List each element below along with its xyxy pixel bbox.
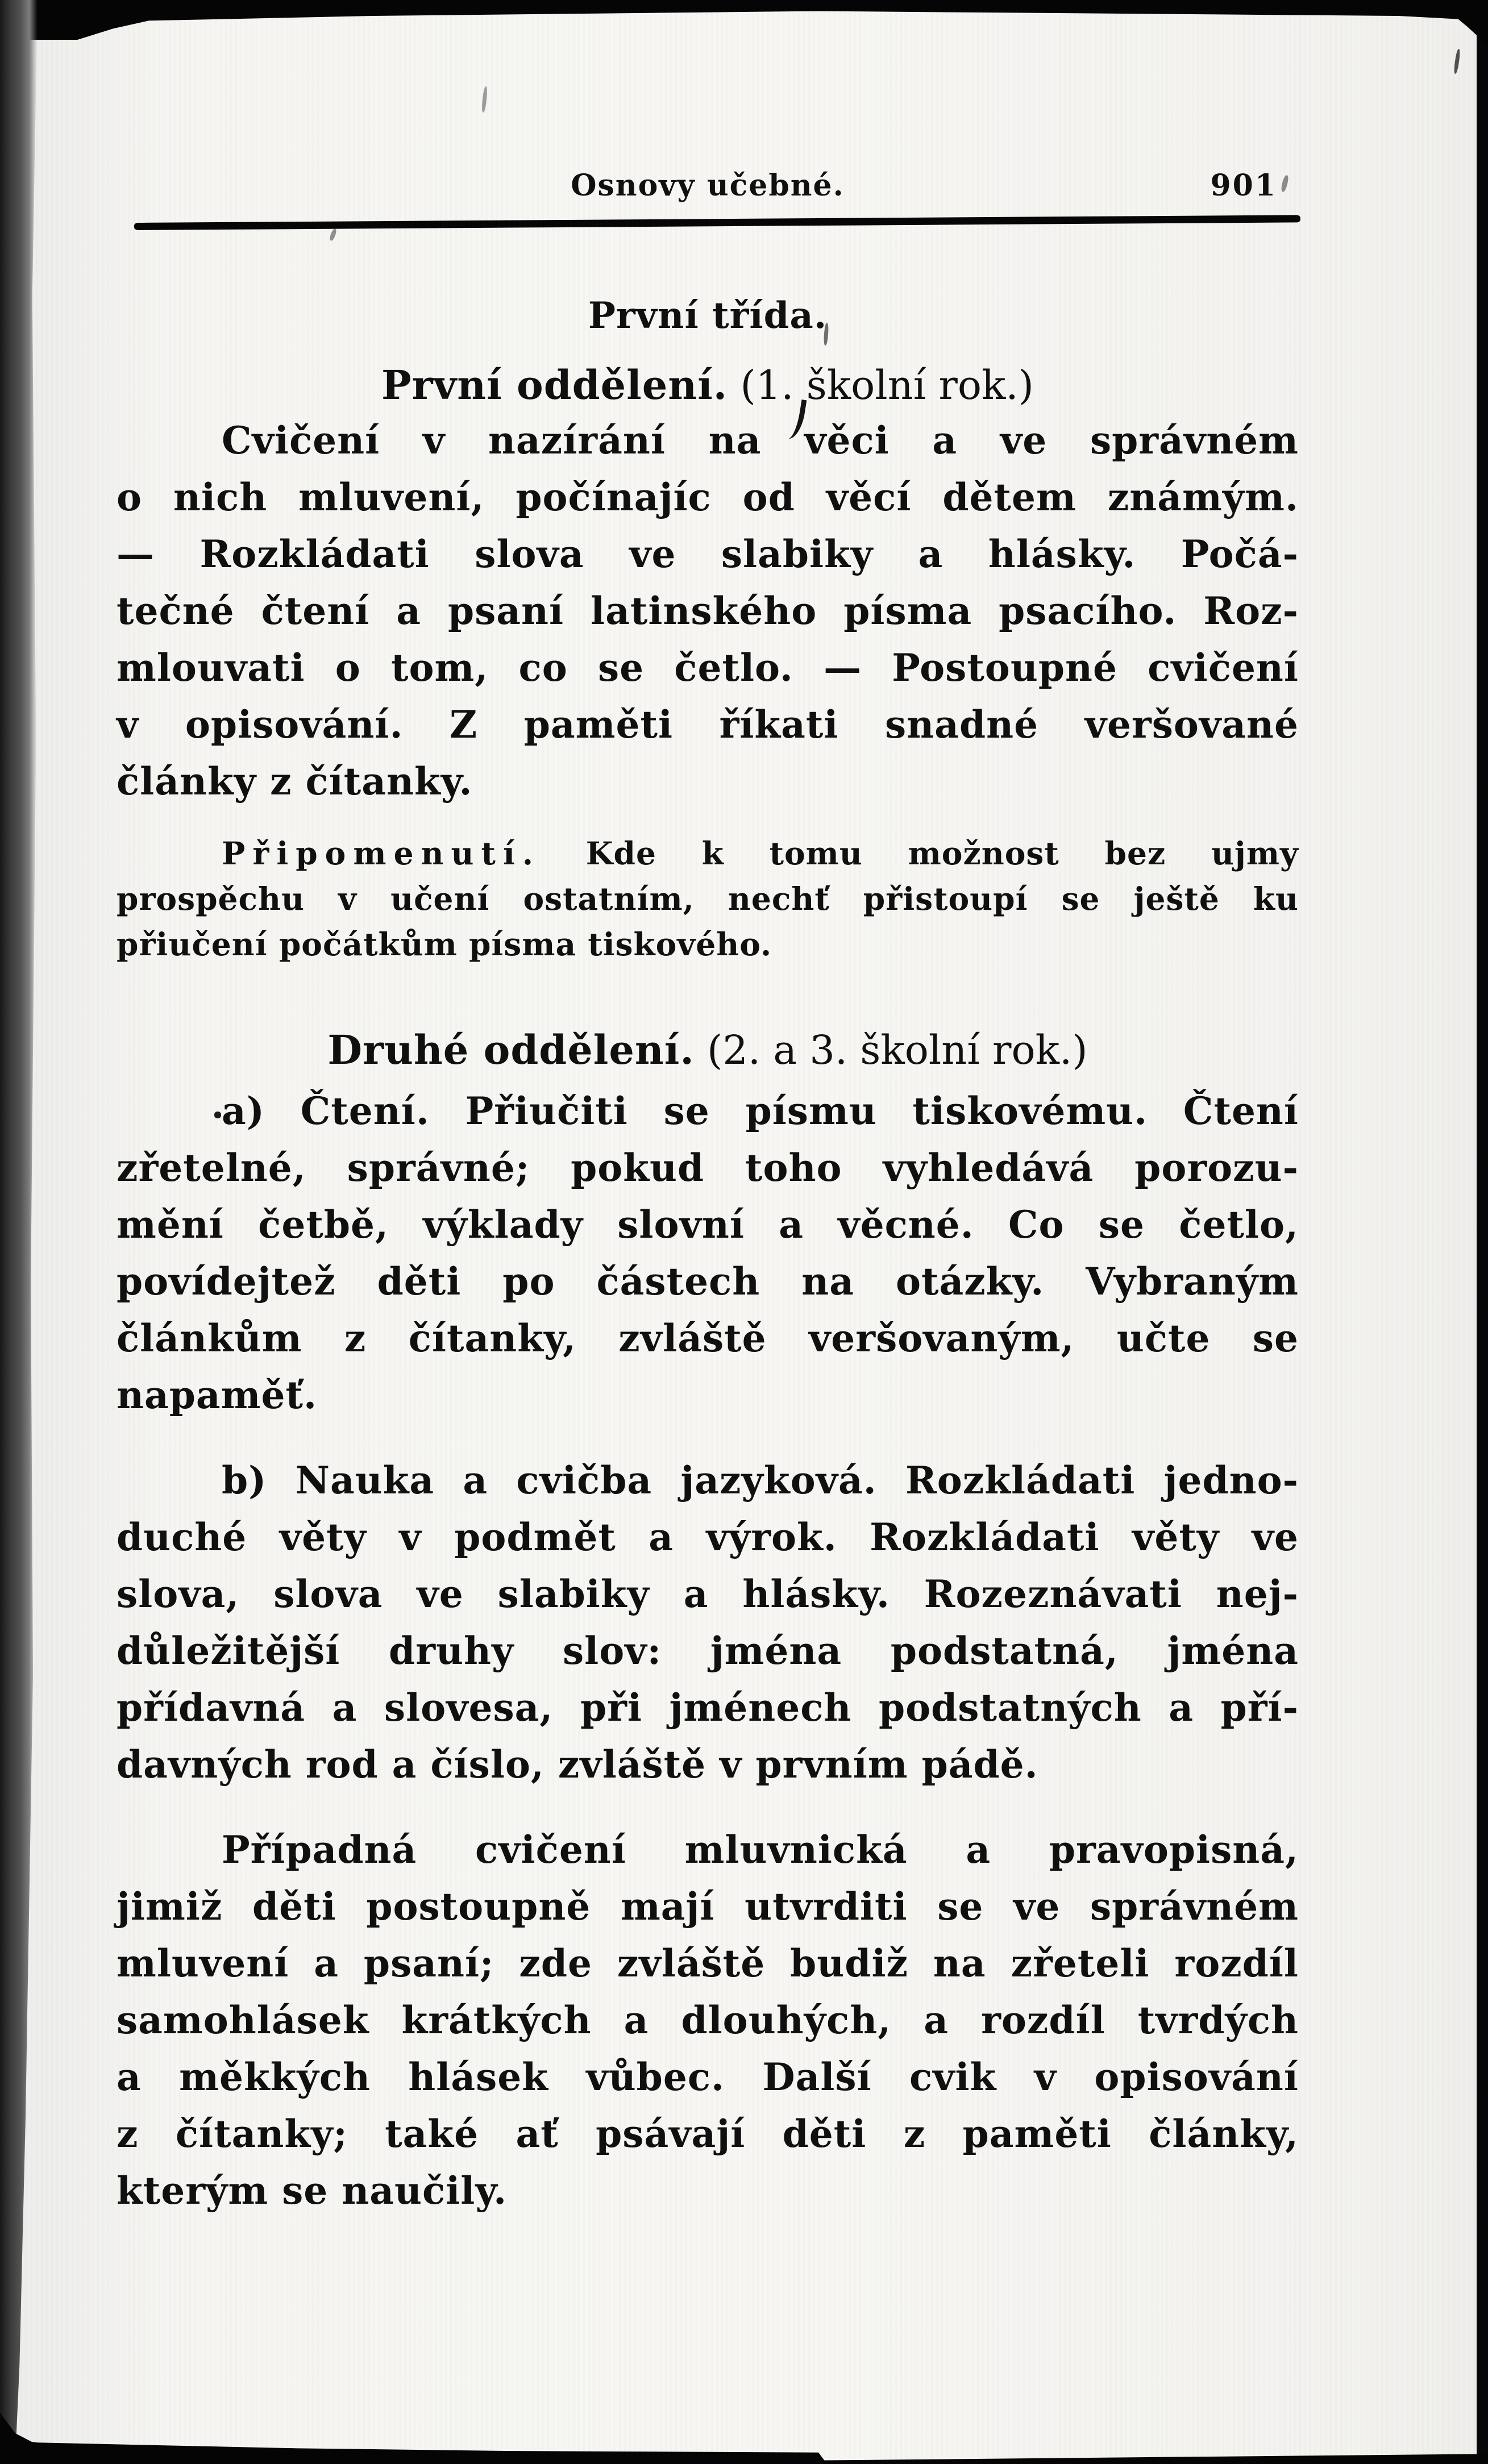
paragraph-line: mění četbě, výklady slovní a věcné. Co se četlo, — [117, 1202, 1299, 1247]
scan-artifact-left-edge — [0, 0, 38, 2464]
section1-name: První oddělení. — [381, 361, 728, 409]
paragraph-line: a) Čtení. Přiučiti se písmu tiskovému. Čtení — [222, 1089, 1299, 1133]
section2-name: Druhé oddělení. — [327, 1026, 695, 1073]
paragraph-line: tečné čtení a psaní latinského písma psacího. Roz- — [117, 589, 1299, 633]
paragraph-reading — [117, 1083, 1299, 1424]
page-header — [117, 168, 1299, 203]
paragraph-note — [117, 831, 1299, 967]
paragraph-line — [117, 831, 1299, 876]
paragraph-line: — Rozkládati slova ve slabiky a hlásky. Počá- — [117, 532, 1299, 576]
paragraph-line: a měkkých hlásek vůbec. Další cvik v opisování — [117, 2055, 1299, 2099]
paragraph-line: mluvení a psaní; zde zvláště budiž na zřeteli rozdíl — [117, 1941, 1299, 1986]
paragraph-line: článkům z čítanky, zvláště veršovaným, učte se — [117, 1316, 1299, 1360]
scan-artifact-top-edge — [0, 0, 1488, 40]
section1-heading — [117, 361, 1299, 409]
scan-artifact-right-edge — [1477, 0, 1488, 2464]
paragraph-line: povídejtež děti po částech na otázky. Vybraným — [117, 1259, 1299, 1304]
paragraph-line: napaměť. — [117, 1373, 317, 1417]
page-number: 901 — [1210, 168, 1277, 203]
scan-artifact-bottom-edge — [0, 2438, 1488, 2464]
scan-artifact-top-right-corner — [1452, 0, 1488, 45]
header-rule — [134, 215, 1300, 230]
paragraph-exercises — [117, 1821, 1299, 2219]
chapter-title: První třída. — [588, 294, 828, 337]
paragraph-line: v opisování. Z paměti říkati snadné veršované — [117, 702, 1299, 747]
section1-years: (1. školní rok.) — [740, 362, 1034, 409]
paragraph-line: duché věty v podmět a výrok. Rozkládati věty ve — [117, 1515, 1299, 1559]
paragraph-intro — [117, 412, 1299, 810]
paragraph-line: o nich mluvení, počínajíc od věcí dětem známým. — [117, 475, 1299, 519]
paragraph-line: Cvičení v nazírání na věci a ve správném — [222, 418, 1299, 463]
note-line-rest: Kde k tomu možnost bez ujmy — [585, 835, 1299, 872]
scan-speck — [481, 86, 488, 113]
section2-years: (2. a 3. školní rok.) — [707, 1027, 1088, 1073]
paragraph-line: prospěchu v učení ostatním, nechť přistoupí se ještě ku — [117, 880, 1299, 917]
running-title: Osnovy učebné. — [571, 168, 845, 203]
paragraph-line: davných rod a číslo, zvláště v prvním pádě. — [117, 1742, 1038, 1787]
paragraph-grammar — [117, 1452, 1299, 1793]
section2-heading — [117, 1026, 1299, 1073]
paragraph-line: přídavná a slovesa, při jménech podstatných a pří- — [117, 1685, 1299, 1730]
paragraph-line: Případná cvičení mluvnická a pravopisná, — [222, 1828, 1299, 1872]
scan-speck — [1453, 49, 1461, 74]
paragraph-line: důležitější druhy slov: jména podstatná, jména — [117, 1629, 1299, 1673]
paragraph-line: přiučení počátkům písma tiskového. — [117, 926, 772, 963]
scan-speck — [329, 228, 337, 241]
paragraph-line: kterým se naučily. — [117, 2169, 508, 2213]
paragraph-line: b) Nauka a cvičba jazyková. Rozkládati jedno- — [222, 1458, 1299, 1502]
paragraph-line: jimiž děti postoupně mají utvrditi se ve správném — [117, 1884, 1299, 1929]
paragraph-line: slova, slova ve slabiky a hlásky. Rozeznávati nej- — [117, 1572, 1299, 1616]
paragraph-line: z čítanky; také ať psávají děti z paměti články, — [117, 2112, 1299, 2156]
paragraph-line: mlouvati o tom, co se četlo. — Postoupné cvičení — [117, 646, 1299, 690]
paragraph-line: samohlásek krátkých a dlouhých, a rozdíl tvrdých — [117, 1998, 1299, 2042]
note-lead: Připomenutí. — [222, 835, 541, 872]
paragraph-line: zřetelné, správné; pokud toho vyhledává porozu- — [117, 1146, 1299, 1190]
paragraph-line: články z čítanky. — [117, 759, 473, 804]
